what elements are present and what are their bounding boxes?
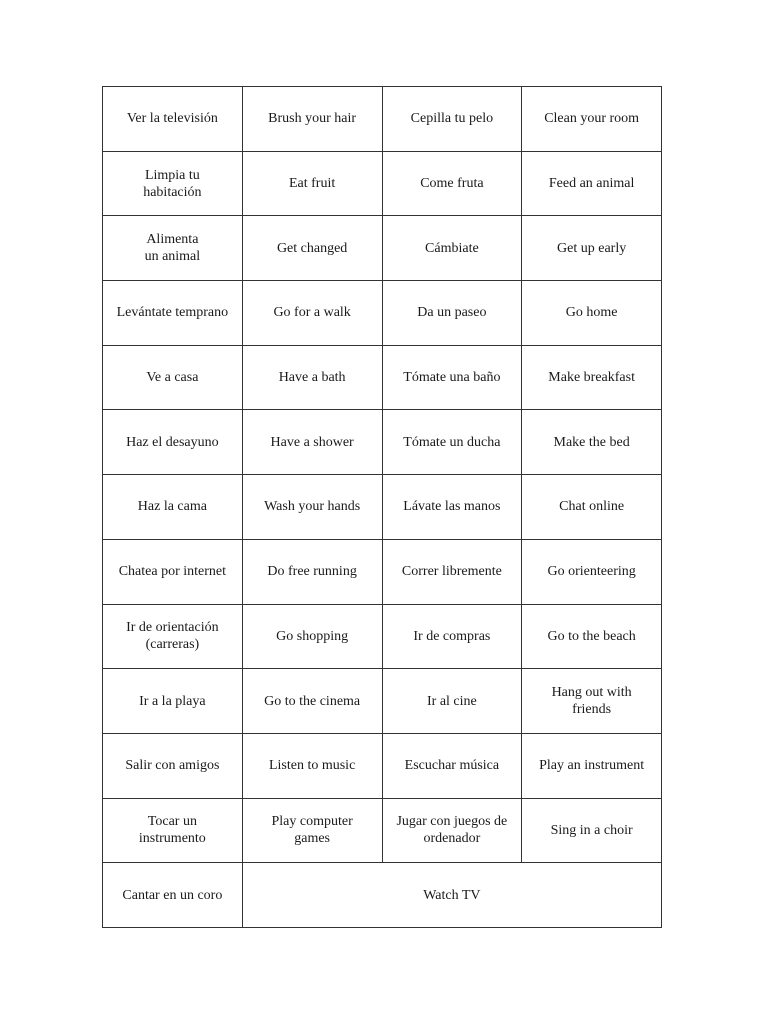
card-cell: [382, 669, 522, 734]
card-text-line: Correr libremente: [401, 564, 502, 580]
card-cell: [522, 216, 662, 281]
card-text-line: Lávate las manos: [403, 499, 501, 515]
card-cell: [242, 604, 382, 669]
card-cell: [382, 410, 522, 475]
card-text-line: Haz el desayuno: [126, 434, 219, 450]
card-cell: [522, 151, 662, 216]
card-text-line: Go shopping: [276, 628, 349, 644]
card-text-line: Ve a casa: [146, 370, 199, 386]
card-text-line: Haz la cama: [137, 499, 207, 515]
card-row: [103, 281, 662, 346]
card-text-line: games: [294, 831, 330, 847]
card-text-line: Watch TV: [423, 887, 481, 903]
card-text-line: Make the bed: [553, 434, 630, 450]
card-cell: [522, 281, 662, 346]
card-cell: [242, 87, 382, 152]
card-row: [103, 798, 662, 863]
card-cell: [103, 345, 243, 410]
card-text-line: Levántate temprano: [116, 305, 229, 321]
card-cell: [382, 216, 522, 281]
card-row: [103, 410, 662, 475]
card-text-line: Tómate un ducha: [403, 434, 501, 450]
card-cell: [242, 863, 661, 928]
card-text-line: Get changed: [276, 240, 348, 256]
card-text-line: Get up early: [557, 240, 627, 256]
card-text-line: Jugar con juegos de: [396, 814, 508, 830]
card-row: [103, 863, 662, 928]
card-text-line: Cantar en un coro: [122, 887, 223, 903]
card-text-line: Go orienteering: [547, 564, 636, 580]
card-text-line: un animal: [144, 249, 201, 265]
card-cell: [522, 410, 662, 475]
card-text-line: Da un paseo: [417, 305, 487, 321]
card-cell: [522, 475, 662, 540]
card-cell: [103, 863, 243, 928]
card-cell: [103, 281, 243, 346]
card-cell: [103, 151, 243, 216]
card-row: [103, 151, 662, 216]
card-cell: [382, 475, 522, 540]
card-cell: [382, 87, 522, 152]
card-cell: [242, 733, 382, 798]
card-text-line: instrumento: [138, 831, 206, 847]
card-cell: [103, 87, 243, 152]
card-text-line: Chat online: [559, 499, 625, 515]
card-text-line: habitación: [143, 184, 202, 200]
card-text-line: (carreras): [145, 637, 200, 653]
card-cell: [382, 798, 522, 863]
card-text-line: Feed an animal: [548, 176, 635, 192]
card-cell: [103, 216, 243, 281]
card-cell: [103, 733, 243, 798]
card-text-line: Cepilla tu pelo: [410, 111, 494, 127]
card-row: [103, 345, 662, 410]
card-cell: [242, 475, 382, 540]
card-text-line: Go home: [565, 305, 618, 321]
card-row: [103, 87, 662, 152]
card-text-line: Make breakfast: [548, 370, 635, 386]
card-row: [103, 669, 662, 734]
card-cell: [103, 604, 243, 669]
card-text-line: Limpia tu: [144, 167, 200, 183]
card-text-line: Go for a walk: [273, 305, 351, 321]
card-text-line: Come fruta: [420, 176, 484, 192]
card-cell: [242, 216, 382, 281]
card-text-line: Tómate una baño: [403, 370, 501, 386]
card-cell: [522, 669, 662, 734]
card-text-line: Salir con amigos: [125, 758, 220, 774]
card-cell: [242, 281, 382, 346]
card-text-line: Go to the beach: [547, 628, 636, 644]
card-cell: [242, 151, 382, 216]
card-text-line: Hang out with: [551, 685, 632, 701]
card-text-line: Alimenta: [146, 232, 199, 248]
card-text-line: ordenador: [423, 831, 481, 847]
card-row: [103, 475, 662, 540]
card-cell: [242, 798, 382, 863]
card-text-line: Tocar un: [147, 814, 197, 830]
card-text-line: Play computer: [271, 814, 353, 830]
card-cell: [522, 87, 662, 152]
card-cell: [382, 151, 522, 216]
card-cell: [382, 281, 522, 346]
card-text-line: Cámbiate: [425, 240, 479, 256]
card-text-line: Ir al cine: [427, 693, 477, 709]
card-text-line: Sing in a choir: [550, 822, 633, 838]
card-cell: [522, 539, 662, 604]
card-text-line: Brush your hair: [268, 111, 357, 127]
card-cell: [522, 798, 662, 863]
card-cell: [522, 604, 662, 669]
card-text-line: Chatea por internet: [118, 564, 227, 580]
card-row: [103, 604, 662, 669]
card-cell: [103, 669, 243, 734]
card-text-line: Escuchar música: [404, 758, 500, 774]
card-cell: [382, 733, 522, 798]
card-text-line: Have a shower: [270, 434, 354, 450]
card-cell: [103, 410, 243, 475]
card-cell: [522, 345, 662, 410]
card-text-line: Clean your room: [544, 111, 640, 127]
card-row: [103, 733, 662, 798]
card-row: [103, 216, 662, 281]
card-cell: [382, 345, 522, 410]
card-table-body: [103, 87, 662, 928]
card-cell: [242, 669, 382, 734]
card-cell: [103, 798, 243, 863]
card-text-line: friends: [572, 702, 612, 718]
card-cell: [242, 539, 382, 604]
card-text-line: Listen to music: [268, 758, 356, 774]
card-text-line: Ir de compras: [413, 628, 491, 644]
card-cell: [103, 475, 243, 540]
card-text-line: Ir de orientación: [126, 620, 219, 636]
card-text-line: Wash your hands: [264, 499, 361, 515]
card-cell: [103, 539, 243, 604]
card-text-line: Go to the cinema: [264, 693, 361, 709]
card-cell: [382, 604, 522, 669]
card-text-line: Ver la televisión: [126, 111, 218, 127]
card-text-line: Do free running: [267, 564, 357, 580]
card-cell: [242, 410, 382, 475]
card-cell: [522, 733, 662, 798]
card-row: [103, 539, 662, 604]
card-text-line: Play an instrument: [539, 758, 645, 774]
card-cell: [382, 539, 522, 604]
vocabulary-card-table: [102, 86, 662, 928]
card-text-line: Eat fruit: [288, 176, 336, 192]
card-text-line: Ir a la playa: [139, 693, 206, 709]
card-cell: [242, 345, 382, 410]
card-text-line: Have a bath: [278, 370, 346, 386]
